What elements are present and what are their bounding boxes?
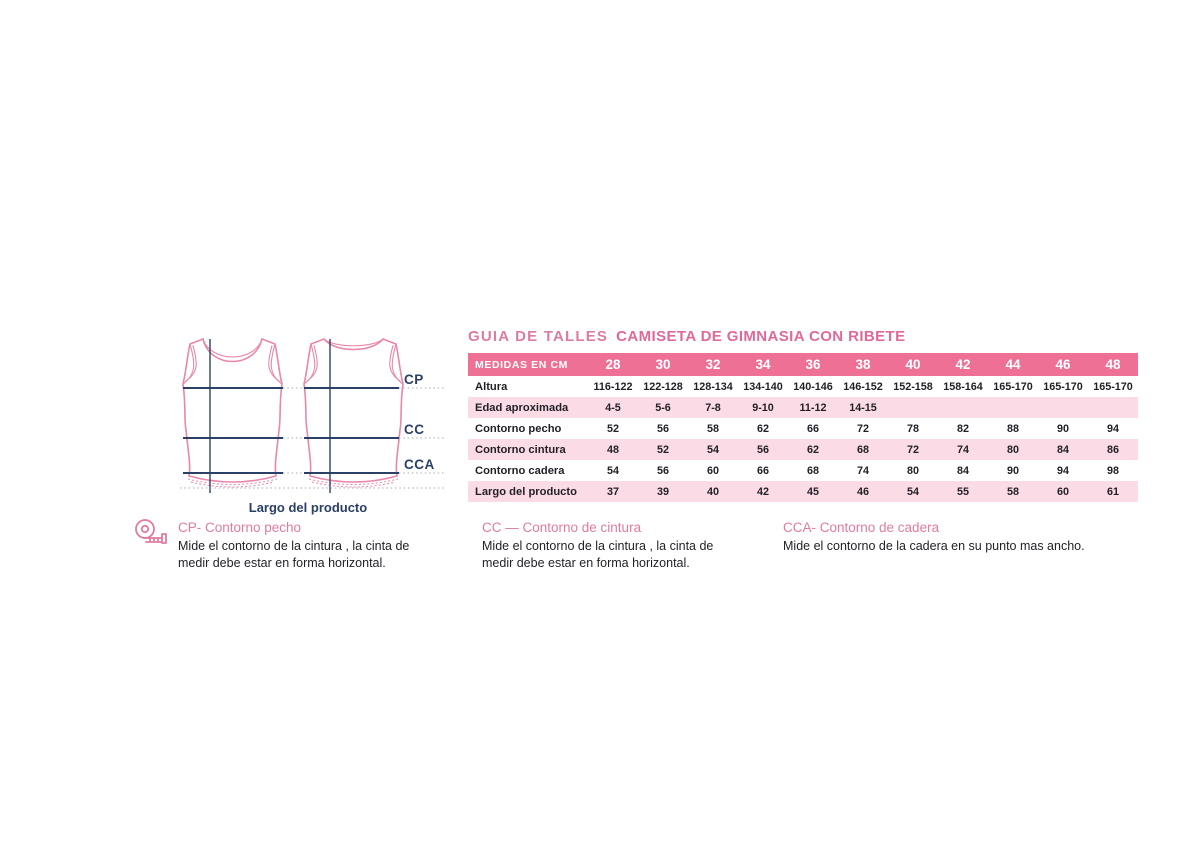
value-cell: 72 xyxy=(906,443,919,456)
value-cell: 62 xyxy=(806,443,819,456)
size-guide-section xyxy=(468,327,1138,502)
value-cell: 165-170 xyxy=(993,380,1033,393)
size-header-cell: 36 xyxy=(805,357,821,372)
footnote-waist-heading: CC — Contorno de cintura xyxy=(482,520,642,535)
garment-diagram xyxy=(140,330,460,522)
value-cell: 80 xyxy=(906,464,919,477)
footnote-waist xyxy=(482,519,738,571)
value-cell: 146-152 xyxy=(843,380,883,393)
value-cell: 80 xyxy=(1006,443,1019,456)
value-cell xyxy=(988,397,1038,418)
size-header-cell: 48 xyxy=(1105,357,1121,372)
size-header-cell: 30 xyxy=(655,357,671,372)
table-row xyxy=(468,460,1138,481)
value-cell: 66 xyxy=(806,422,819,435)
value-cell: 58 xyxy=(1006,485,1019,498)
value-cell xyxy=(1038,397,1088,418)
value-cell: 48 xyxy=(606,443,619,456)
measures-header-cell: MEDIDAS EN CM xyxy=(475,358,568,371)
value-cell: 46 xyxy=(856,485,869,498)
product-name: CAMISETA DE GIMNASIA CON RIBETE xyxy=(616,328,906,345)
size-table xyxy=(468,353,1138,502)
value-cell xyxy=(888,397,938,418)
row-label: Contorno cintura xyxy=(475,443,566,456)
value-cell: 165-170 xyxy=(1043,380,1083,393)
table-row xyxy=(468,418,1138,439)
value-cell: 37 xyxy=(606,485,619,498)
value-cell: 98 xyxy=(1106,464,1119,477)
value-cell: 128-134 xyxy=(693,380,733,393)
footnote-hip-body: Mide el contorno de la cadera en su punto mas ancho. xyxy=(783,539,1085,553)
size-header-cell: 40 xyxy=(905,357,921,372)
value-cell: 52 xyxy=(606,422,619,435)
guide-title xyxy=(468,327,1138,347)
size-header-cell: 46 xyxy=(1055,357,1071,372)
value-cell: 14-15 xyxy=(849,401,877,414)
size-table-header-row xyxy=(468,353,1138,376)
size-header-cell: 34 xyxy=(755,357,771,372)
tank-back-drawing xyxy=(304,339,403,487)
size-table-body xyxy=(468,376,1138,502)
value-cell: 84 xyxy=(956,464,969,477)
value-cell: 9-10 xyxy=(752,401,774,414)
value-cell: 72 xyxy=(856,422,869,435)
table-row xyxy=(468,376,1138,397)
value-cell: 60 xyxy=(706,464,719,477)
size-header-cell: 44 xyxy=(1005,357,1021,372)
row-label: Largo del producto xyxy=(475,485,577,498)
footnote-hip-heading: CCA- Contorno de cadera xyxy=(783,520,940,535)
value-cell: 165-170 xyxy=(1093,380,1133,393)
value-cell: 40 xyxy=(706,485,719,498)
value-cell: 86 xyxy=(1106,443,1119,456)
value-cell: 90 xyxy=(1006,464,1019,477)
value-cell: 74 xyxy=(856,464,869,477)
value-cell: 54 xyxy=(706,443,719,456)
value-cell: 74 xyxy=(956,443,969,456)
value-cell: 56 xyxy=(756,443,769,456)
value-cell: 94 xyxy=(1056,464,1069,477)
row-label: Edad aproximada xyxy=(475,401,569,414)
value-cell: 45 xyxy=(806,485,819,498)
value-cell: 82 xyxy=(956,422,969,435)
footnote-chest-body: Mide el contorno de la cintura , la cinta de medir debe estar en forma horizontal. xyxy=(178,539,410,570)
size-header-cell: 32 xyxy=(705,357,721,372)
cc-label: CC xyxy=(404,422,425,437)
value-cell: 61 xyxy=(1106,485,1119,498)
size-header-cell: 42 xyxy=(955,357,971,372)
value-cell xyxy=(938,397,988,418)
value-cell: 11-12 xyxy=(799,401,827,414)
value-cell: 62 xyxy=(756,422,769,435)
value-cell: 122-128 xyxy=(643,380,683,393)
value-cell: 5-6 xyxy=(655,401,671,414)
value-cell: 68 xyxy=(856,443,869,456)
row-label: Contorno pecho xyxy=(475,422,562,435)
product-length-label: Largo del producto xyxy=(248,500,368,515)
value-cell: 158-164 xyxy=(943,380,983,393)
footnote-hip xyxy=(783,519,1103,555)
value-cell: 52 xyxy=(656,443,669,456)
value-cell: 134-140 xyxy=(743,380,783,393)
size-header-cell: 28 xyxy=(605,357,621,372)
value-cell: 78 xyxy=(906,422,919,435)
footnote-chest-heading: CP- Contorno pecho xyxy=(178,520,302,535)
value-cell: 90 xyxy=(1056,422,1069,435)
value-cell: 39 xyxy=(656,485,669,498)
value-cell: 58 xyxy=(706,422,719,435)
footnote-waist-body: Mide el contorno de la cintura , la cinta de medir debe estar en forma horizontal. xyxy=(482,539,714,570)
size-header-cell: 38 xyxy=(855,357,871,372)
value-cell: 94 xyxy=(1106,422,1119,435)
value-cell: 116-122 xyxy=(593,380,633,393)
value-cell: 68 xyxy=(806,464,819,477)
value-cell: 88 xyxy=(1006,422,1019,435)
value-cell: 54 xyxy=(906,485,919,498)
cca-label: CCA xyxy=(404,457,435,472)
value-cell: 56 xyxy=(656,464,669,477)
value-cell: 55 xyxy=(956,485,969,498)
value-cell: 42 xyxy=(756,485,769,498)
value-cell: 60 xyxy=(1056,485,1069,498)
value-cell xyxy=(1088,397,1138,418)
value-cell: 84 xyxy=(1056,443,1069,456)
value-cell: 4-5 xyxy=(605,401,621,414)
table-row xyxy=(468,481,1138,502)
measuring-tape-icon xyxy=(133,516,169,550)
table-row xyxy=(468,439,1138,460)
table-row xyxy=(468,397,1138,418)
value-cell: 66 xyxy=(756,464,769,477)
value-cell: 54 xyxy=(606,464,619,477)
cp-label: CP xyxy=(404,372,424,387)
row-label: Altura xyxy=(475,380,508,393)
footnote-chest xyxy=(178,519,434,571)
row-label: Contorno cadera xyxy=(475,464,565,477)
value-cell: 140-146 xyxy=(793,380,833,393)
value-cell: 7-8 xyxy=(705,401,721,414)
guide-title-prefix: GUIA DE TALLES xyxy=(468,328,609,345)
value-cell: 152-158 xyxy=(893,380,933,393)
value-cell: 56 xyxy=(656,422,669,435)
tank-front-drawing xyxy=(183,339,282,487)
